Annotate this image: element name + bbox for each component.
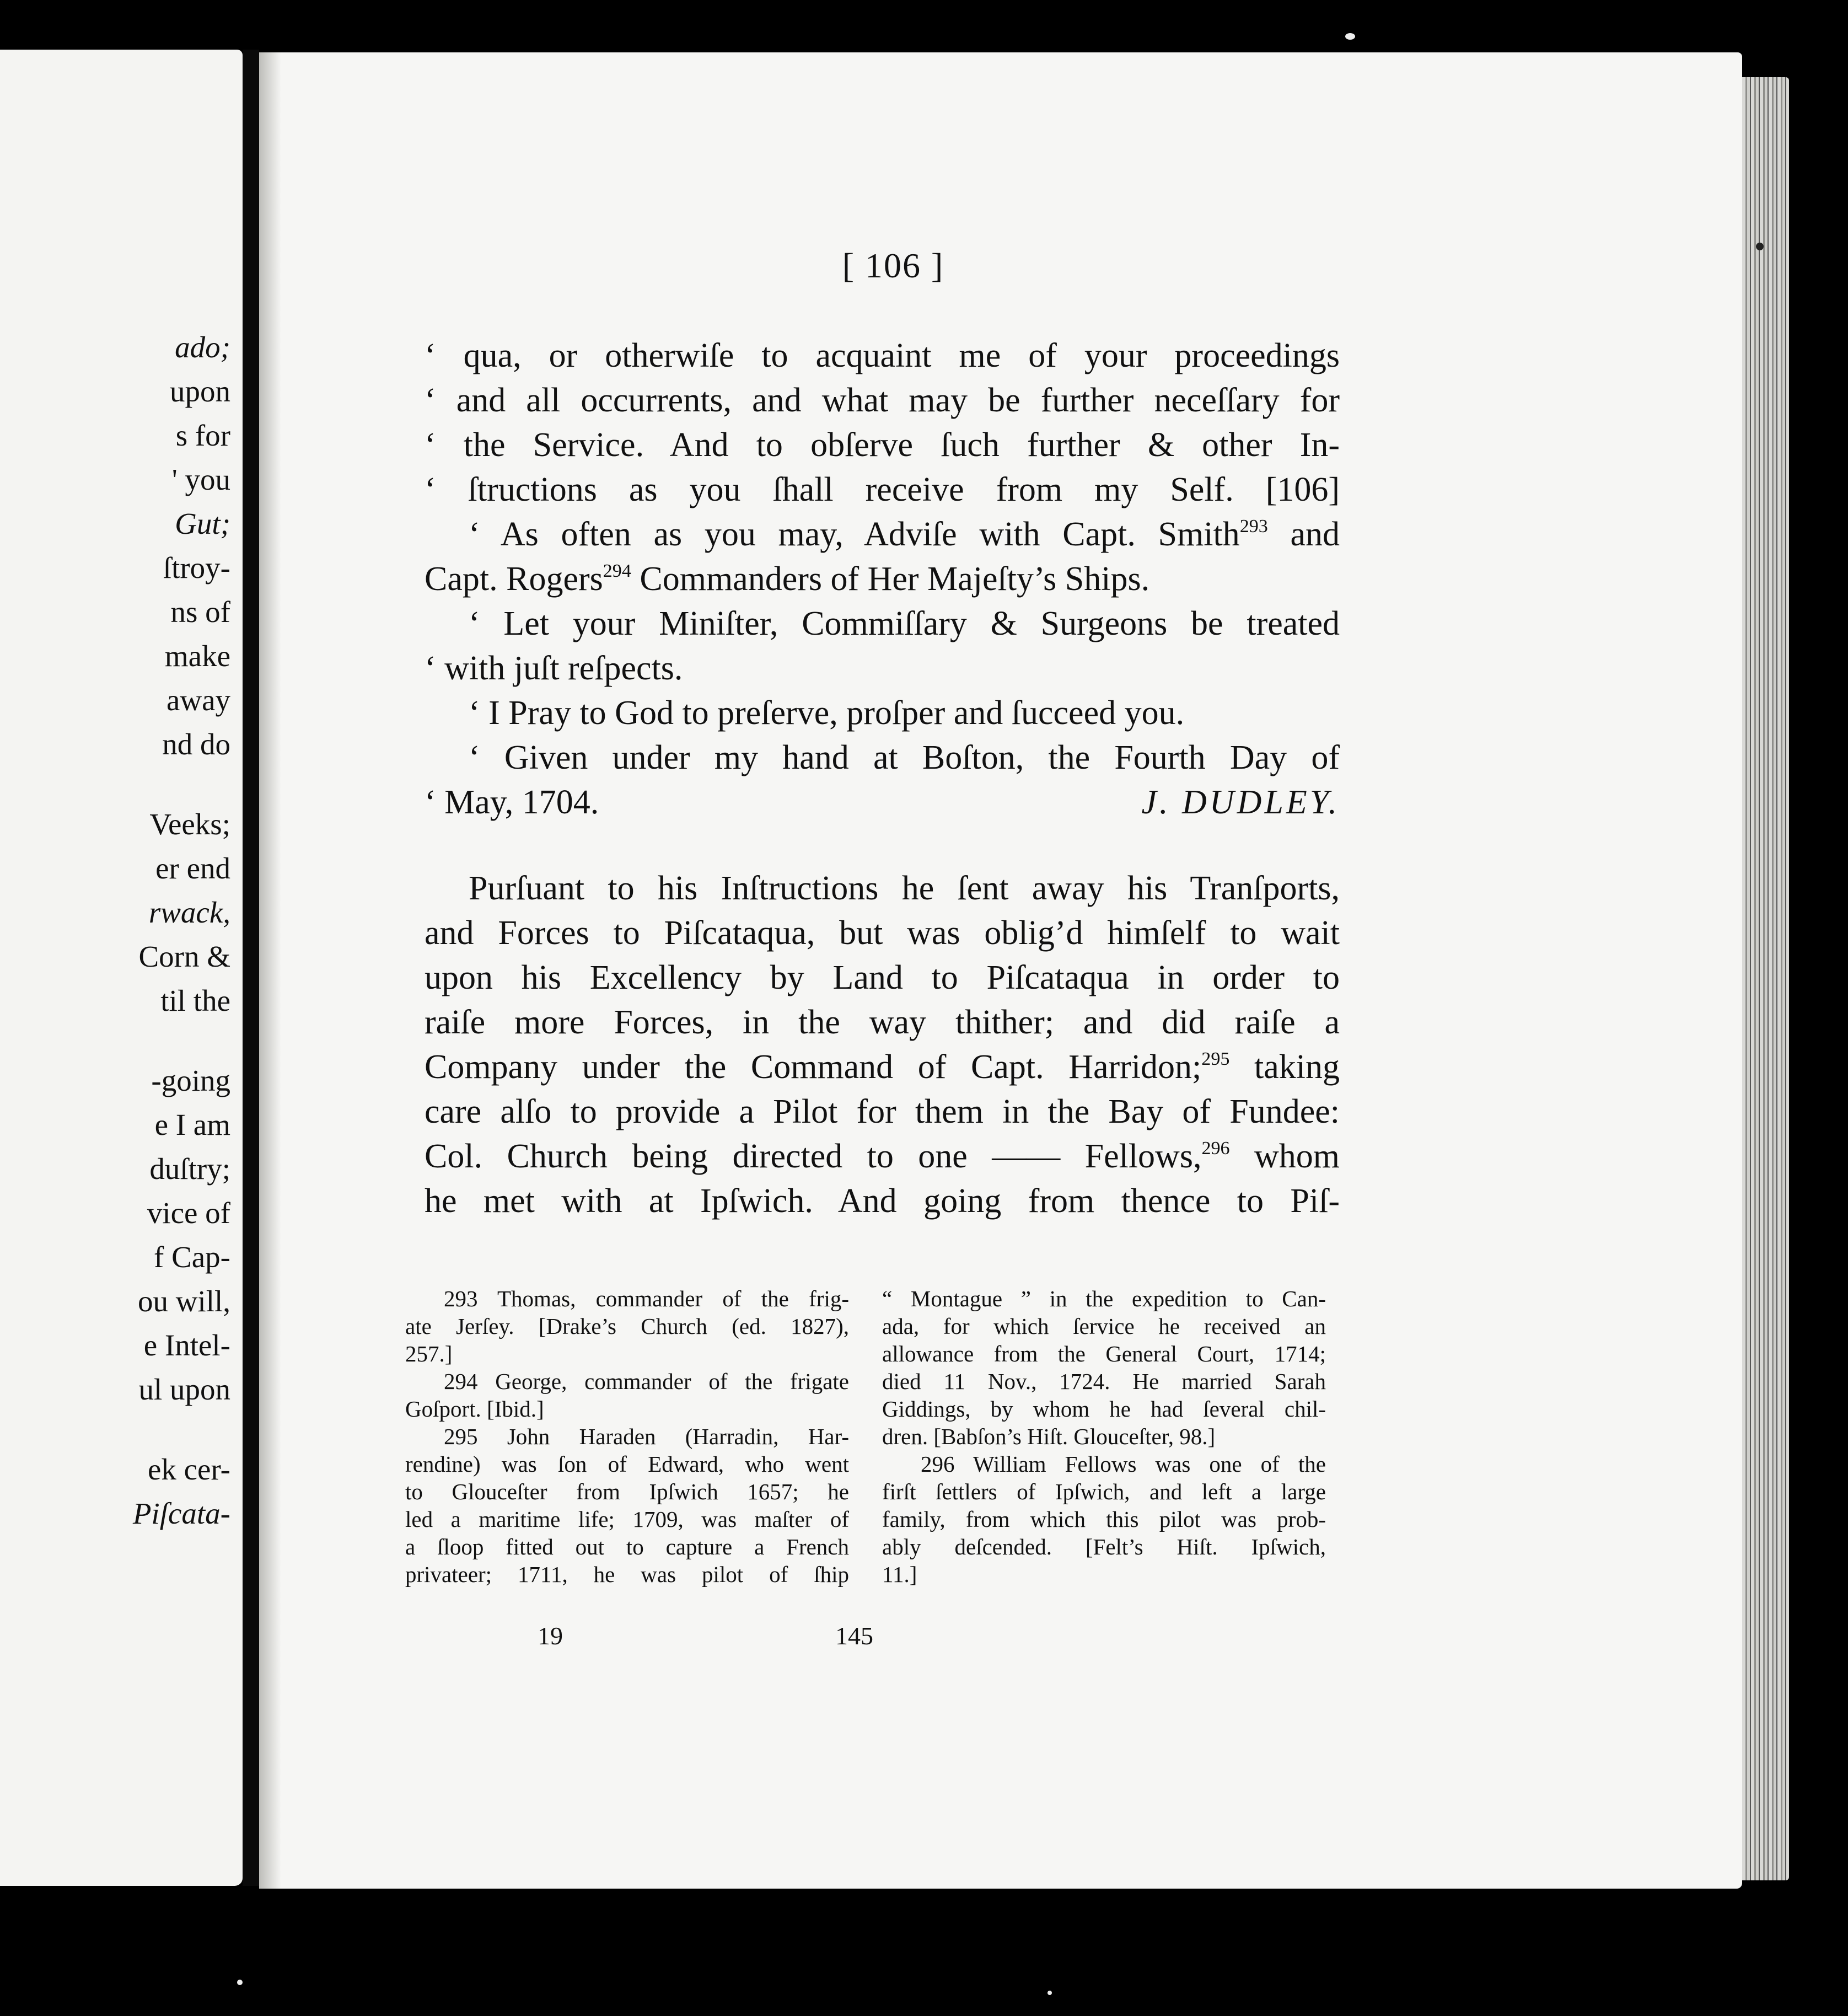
page-edges [1742,77,1789,1880]
scan-speck [237,1980,243,1985]
left-page-line: duſtry; [149,1152,230,1186]
footnote-line: ably deſcended. [Felt’s Hiſt. Ipſwich, [882,1534,1326,1559]
line-gap [0,766,230,802]
footnote-line: Goſport. [Ibid.] [405,1396,544,1422]
left-page-line: ſtroy- [163,551,230,585]
left-page-line: Veeks; [149,807,230,841]
left-page-line: make [164,639,230,673]
letter-line: ‘ and all occurrents, and what may be further neceſſary for [425,382,1340,419]
letter-line: ‘ the Service. And to obſerve ſuch further & other In- [425,426,1340,464]
scan-speck [1047,1991,1052,1995]
footnote-line: 294 George, commander of the frigate [444,1369,849,1394]
letter-line: ‘ I Pray to God to preſerve, proſper and ſucceed you. [469,694,1185,732]
footnotes [405,1285,1326,1588]
left-page-line: er end [155,851,230,885]
left-page-line: e I am [154,1108,230,1141]
left-page-line: Corn & [138,940,230,973]
letter-text: ‘ As often as you may, Adviſe with Capt. Smith [469,516,1240,553]
left-page-line: rwack, [148,896,230,929]
narrative-text: Company under the Command of Capt. Harridon; [425,1048,1202,1086]
narrative-line: Purſuant to his Inſtructions he ſent away his Tranſports, [469,870,1340,907]
narrative-line: and Forces to Piſcataqua, but was oblig’d himſelf to wait [425,914,1340,952]
letter-line: ‘ Let your Miniſter, Commiſſary & Surgeons be treated [469,605,1340,642]
left-page-line: Gut; [175,507,230,540]
footnote-line: 296 William Fellows was one of the [921,1451,1326,1477]
letter-line: ‘ ſtructions as you ſhall receive from my Self. [106] [425,471,1340,508]
left-page-text [0,325,230,1536]
left-page-line: ns of [170,595,230,629]
narrative-text: taking [1229,1048,1340,1086]
left-page-line: nd do [162,727,230,761]
footnote-ref: 294 [603,561,631,582]
footnote-line: allowance from the General Court, 1714; [882,1341,1326,1366]
footnote-line: firſt ſettlers of Ipſwich, and left a large [882,1479,1326,1504]
left-page-line: ou will, [137,1284,230,1318]
left-page-line: f Cap- [154,1240,230,1274]
footnote-line: 257.] [405,1341,453,1366]
footnote-line: ate Jerſey. [Drake’s Church (ed. 1827), [405,1313,849,1339]
narrative-line: care alſo to provide a Pilot for them in the Bay of Fundee: [425,1093,1340,1130]
letter-text: Capt. Rogers [425,560,603,598]
footnote-ref: 296 [1201,1138,1230,1159]
gutter-shadow [259,52,281,1889]
left-page-line: e Intel- [143,1328,230,1362]
footnote-line: ada, for which ſervice he received an [882,1313,1326,1339]
footnotes-right-column [882,1285,1326,1588]
scan-speck [1756,243,1764,250]
left-page-line: Piſcata- [132,1497,230,1530]
left-page-line: ek cer- [147,1452,230,1486]
narrative-line: upon his Excellency by Land to Piſcataqua in order to [425,959,1340,996]
footnote-line: 293 Thomas, commander of the frig- [444,1286,849,1311]
signature: J. DUDLEY. [1141,784,1340,821]
letter-text: Commanders of Her Majeſty’s Ships. [631,560,1150,598]
dateline-row [425,780,1340,825]
left-page-line: upon [170,374,230,408]
footnote-line: rendine) was ſon of Edward, who went [405,1451,849,1477]
narrative-line [425,1134,1340,1179]
letter-line: ‘ with juſt reſpects. [425,650,683,687]
dateline: ‘ May, 1704. [425,784,599,821]
scan-speck [1345,33,1355,40]
narrative-line: raiſe more Forces, in the way thither; and did raiſe a [425,1004,1340,1041]
left-page-line: s for [175,419,230,452]
footnote-line: to Glouceſter from Ipſwich 1657; he [405,1479,849,1504]
footnote-line: dren. [Babſon’s Hiſt. Glouceſter, 98.] [882,1424,1216,1449]
letter-line: ‘ Given under my hand at Boſton, the Fourth Day of [469,739,1340,776]
footnote-line: a ſloop fitted out to capture a French [405,1534,849,1559]
letter-line [425,557,1340,602]
left-page-line: ' you [171,463,230,496]
left-page-line: -going [151,1064,230,1097]
footnote-line: Giddings, by whom he had ſeveral chil- [882,1396,1326,1422]
footnote-line: 11.] [882,1562,917,1587]
letter-line [425,512,1340,557]
footnote-line: 295 John Haraden (Harradin, Har- [444,1424,849,1449]
letter-text: and [1267,516,1340,553]
footnote-ref: 295 [1201,1049,1230,1070]
signature-mark: 19 [538,1622,563,1650]
left-page-line: ul upon [138,1372,230,1406]
left-page-line: vice of [147,1196,230,1230]
letter-line: ‘ qua, or otherwiſe to acquaint me of your proceedings [425,337,1340,374]
footnote-ref: 293 [1239,516,1268,537]
line-gap [0,1412,230,1447]
left-page [0,50,243,1886]
narrative-line [425,1045,1340,1090]
footnote-line: family, from which this pilot was prob- [882,1506,1326,1532]
body-text [425,334,1340,1224]
folio: 145 [835,1622,873,1650]
footnote-line: led a maritime life; 1709, was maſter of [405,1506,849,1532]
line-gap [0,1023,230,1059]
footnote-line: died 11 Nov., 1724. He married Sarah [882,1369,1326,1394]
footnote-line: “ Montague ” in the expedition to Can- [882,1286,1326,1311]
footnotes-left-column [405,1285,849,1588]
narrative-text: whom [1229,1138,1340,1175]
left-gutter [243,50,259,1886]
left-page-line: til the [160,984,230,1017]
left-page-line: away [166,683,230,717]
left-page-line: ado; [175,330,230,364]
running-head: [ 106 ] [842,246,944,285]
narrative-text: Col. Church being directed to one —— Fellows, [425,1138,1202,1175]
narrative-line: he met with at Ipſwich. And going from thence to Piſ- [425,1182,1340,1220]
footnote-line: privateer; 1711, he was pilot of ſhip [405,1562,849,1587]
